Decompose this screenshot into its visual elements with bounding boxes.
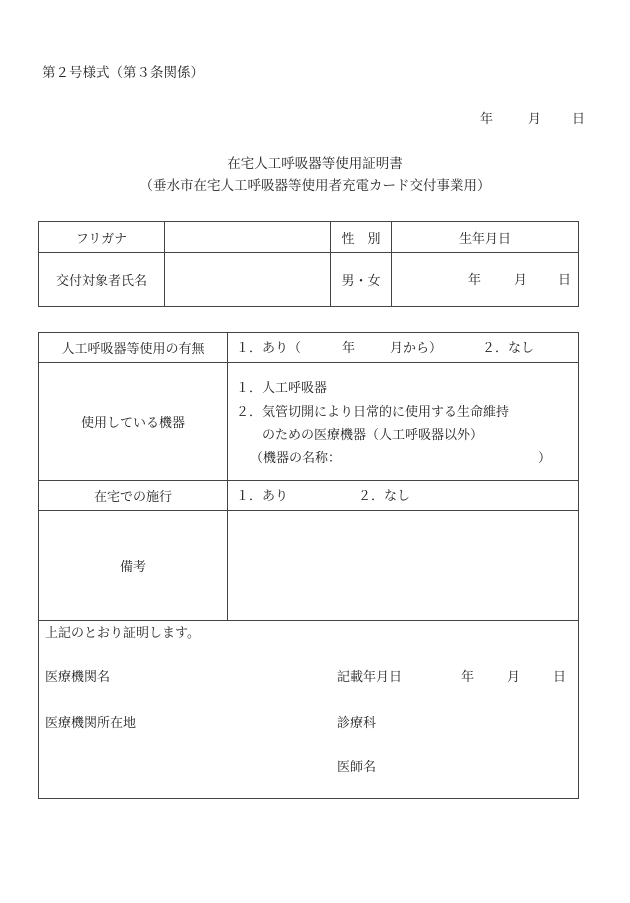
ventilator-use-year-label: 年 xyxy=(342,341,356,356)
header-date-month: 月 xyxy=(528,112,542,127)
header-date-day: 日 xyxy=(572,112,586,127)
furigana-field[interactable] xyxy=(165,222,331,253)
home-treatment-no[interactable]: ２．なし xyxy=(358,489,411,504)
birthdate-field[interactable] xyxy=(392,253,579,307)
ventilator-use-yes[interactable]: １．あり（ xyxy=(236,341,302,356)
ventilator-use-label: 人工呼吸器等使用の有無 xyxy=(39,333,228,363)
entry-year-label: 年 xyxy=(461,670,475,685)
sex-label: 性 別 xyxy=(331,222,392,253)
entry-date-label: 記載年月日 xyxy=(337,670,403,685)
doctor-name-label: 医師名 xyxy=(337,760,377,775)
furigana-label: フリガナ xyxy=(39,222,165,253)
certification-statement: 上記のとおり証明します。 xyxy=(45,626,200,641)
devices-label: 使用している機器 xyxy=(39,363,228,481)
devices-field[interactable] xyxy=(228,363,579,481)
birth-year-label: 年 xyxy=(468,273,482,288)
device-option-tracheostomy-cont: のための医療機器（人工呼吸器以外） xyxy=(262,428,484,443)
ventilator-use-since-label: 月から） xyxy=(390,341,443,356)
form-number: 第２号様式（第３条関係） xyxy=(42,65,204,81)
home-treatment-yes[interactable]: １．あり xyxy=(236,489,289,504)
applicant-table xyxy=(38,221,579,307)
home-treatment-label: 在宅での施行 xyxy=(39,481,228,511)
sex-choice[interactable]: 男・女 xyxy=(331,253,392,307)
home-treatment-field[interactable] xyxy=(228,481,579,511)
header-date-year: 年 xyxy=(480,112,494,127)
birth-day-label: 日 xyxy=(558,273,572,288)
entry-month-label: 月 xyxy=(507,670,521,685)
department-label: 診療科 xyxy=(337,716,377,731)
device-option-ventilator[interactable]: １．人工呼吸器 xyxy=(236,381,328,396)
birthdate-label: 生年月日 xyxy=(392,222,579,253)
birth-month-label: 月 xyxy=(514,273,528,288)
document-title: 在宅人工呼吸器等使用証明書 xyxy=(227,156,403,172)
document-subtitle: （垂水市在宅人工呼吸器等使用者充電カード交付事業用） xyxy=(139,178,491,194)
remarks-field[interactable] xyxy=(228,511,579,621)
certification-section xyxy=(39,621,579,799)
device-name-close: ） xyxy=(538,451,552,466)
name-field[interactable] xyxy=(165,253,331,307)
entry-day-label: 日 xyxy=(553,670,567,685)
device-name-label: （機器の名称： xyxy=(250,451,342,466)
ventilator-use-field[interactable] xyxy=(228,333,579,363)
institution-name-label: 医療機関名 xyxy=(45,670,111,685)
remarks-label: 備考 xyxy=(39,511,228,621)
ventilator-use-no[interactable]: ２．なし xyxy=(482,341,535,356)
name-label: 交付対象者氏名 xyxy=(39,253,165,307)
institution-address-label: 医療機関所在地 xyxy=(45,716,137,731)
detail-table xyxy=(38,332,579,799)
device-option-tracheostomy[interactable]: ２．気管切開により日常的に使用する生命維持 xyxy=(236,405,510,420)
